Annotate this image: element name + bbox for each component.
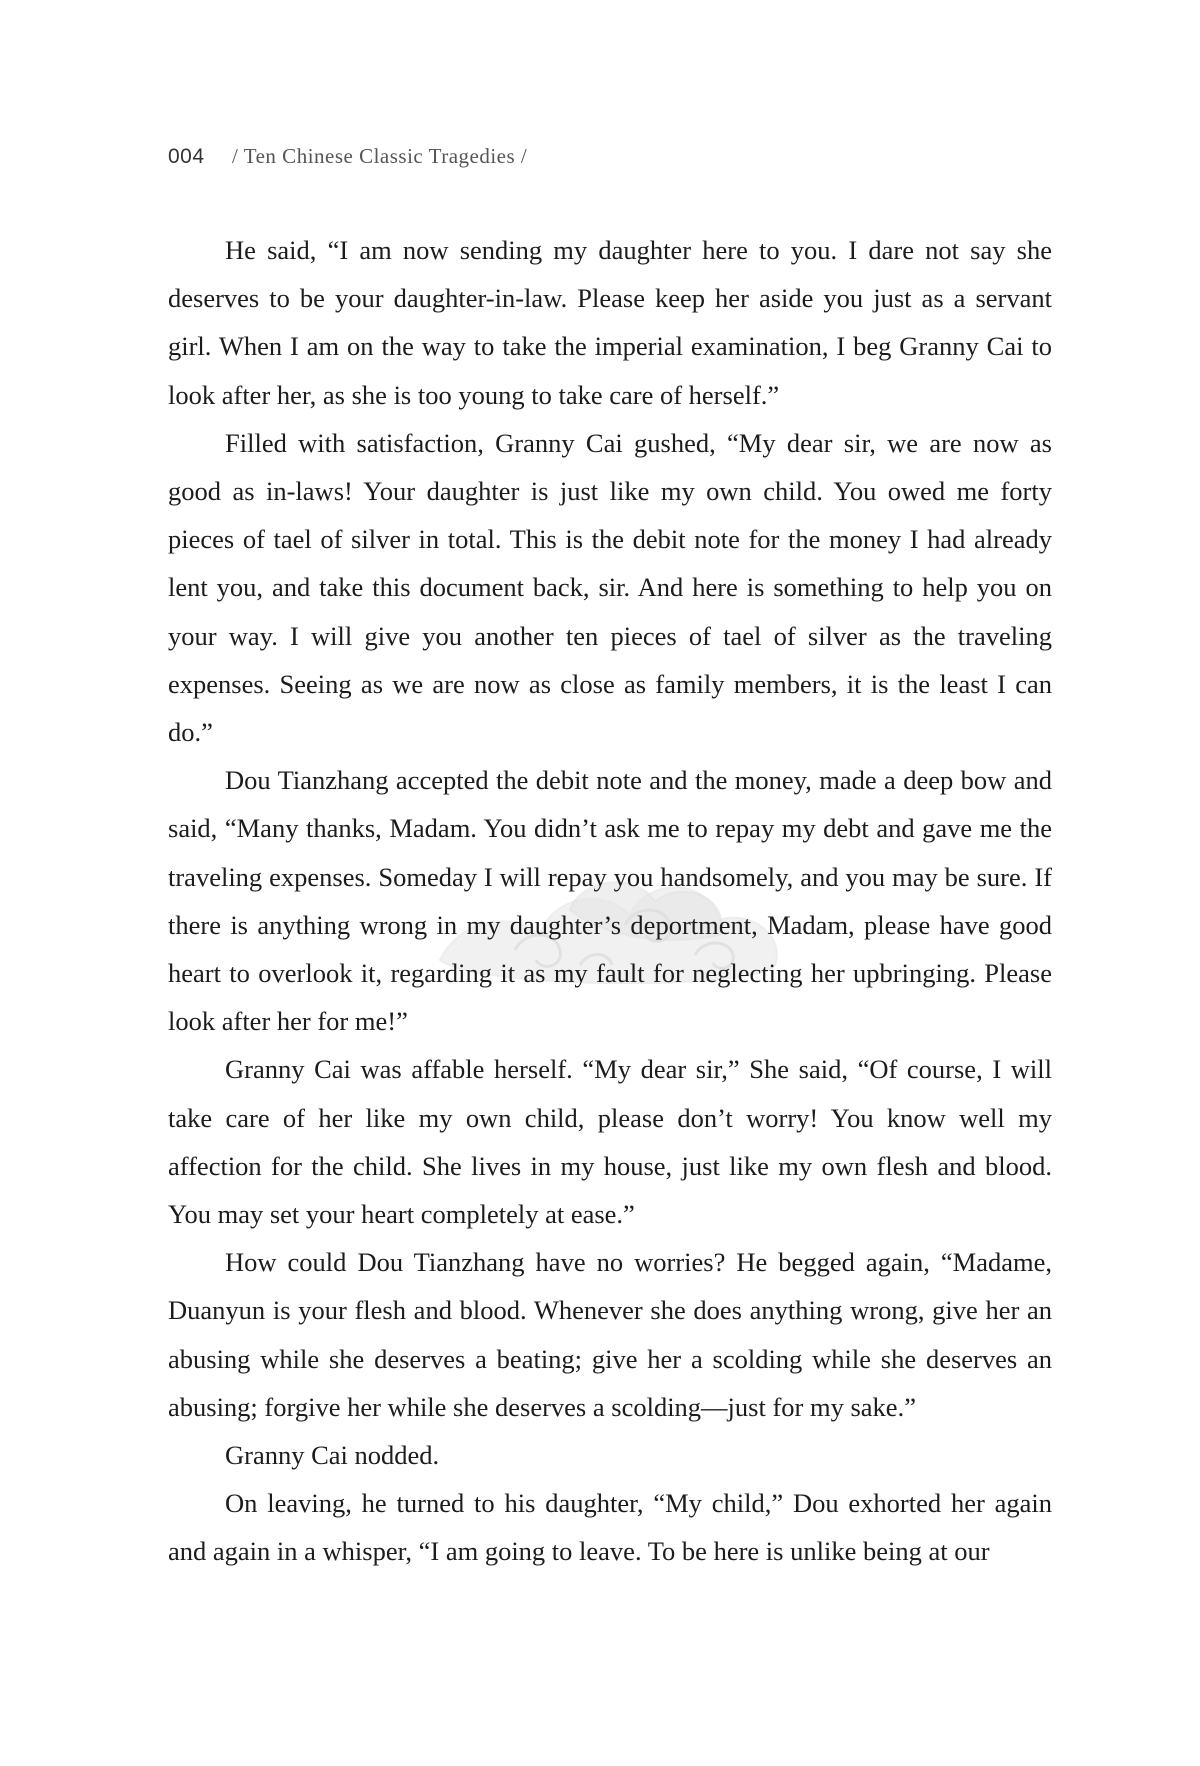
paragraph: Filled with satisfaction, Granny Cai gushed, “My dear sir, we are now as good as in-laws! Your daughter is just like my own child. You owed me forty pieces of tael of silver in total. This is the debit note for the money I had already lent you, and take this document back, sir. And here is something to help you on your way. I will give you another ten pieces of tael of silver as the traveling expenses. Seeing as we are now as close as family members, it is the least I can do.” [168, 427, 1052, 748]
body-text [168, 226, 1052, 1576]
paragraph: Dou Tianzhang accepted the debit note and the money, made a deep bow and said, “Many thanks, Madam. You didn’t ask me to repay my debt and gave me the traveling expenses. Someday I will repay you handsomely, and you may be sure. If there is anything wrong in my daughter’s deportment, Madam, please have good heart to overlook it, regarding it as my fault for neglecting her upbringing. Please look after her for me!” [168, 765, 1052, 1037]
paragraph: Granny Cai nodded. [225, 1440, 440, 1471]
page-number: 004 [168, 145, 205, 168]
paragraph: On leaving, he turned to his daughter, “My child,” Dou exhorted her again and again in a whisper, “I am going to leave. To be here is unlike being at our [168, 1488, 1052, 1567]
paragraph: How could Dou Tianzhang have no worries? He begged again, “Madame, Duanyun is your flesh and blood. Whenever she does anything wrong, give her an abusing while she deserves a beating; give her a scolding while she deserves an abusing; forgive her while she deserves a scolding—just for my sake.” [168, 1247, 1052, 1422]
paragraph: Granny Cai was affable herself. “My dear sir,” She said, “Of course, I will take care of her like my own child, please don’t worry! You know well my affection for the child. She lives in my house, just like my own flesh and blood. You may set your heart completely at ease.” [168, 1054, 1052, 1230]
running-title: / Ten Chinese Classic Tragedies / [232, 144, 528, 168]
page-header [168, 144, 527, 169]
paragraph: He said, “I am now sending my daughter here to you. I dare not say she deserves to be your daughter-in-law. Please keep her aside you just as a servant girl. When I am on the way to take the imperial examination, I beg Granny Cai to look after her, as she is too young to take care of herself.” [168, 235, 1052, 410]
